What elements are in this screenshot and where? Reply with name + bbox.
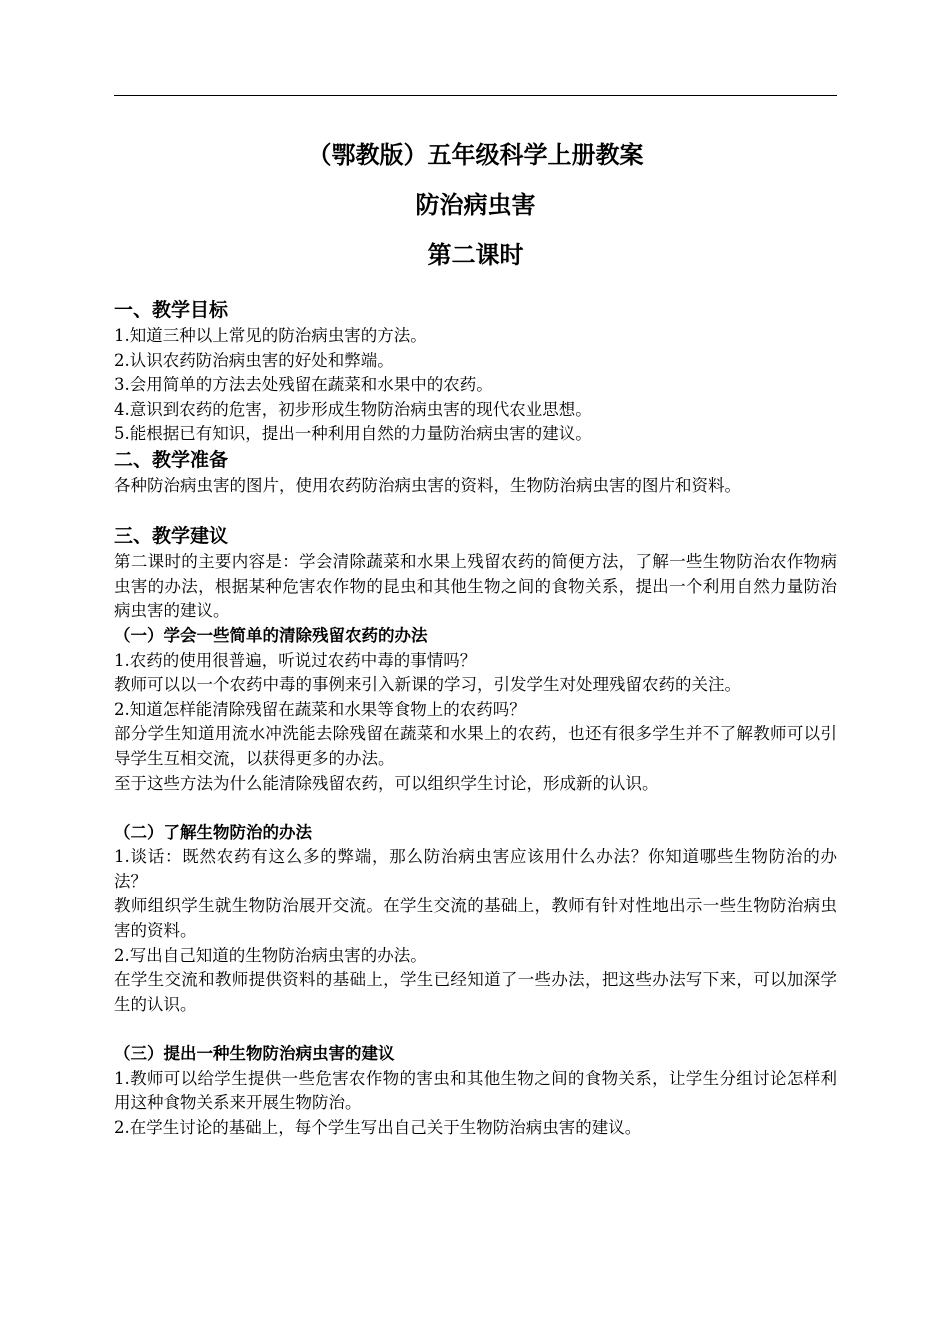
part1-line: 2.知道怎样能清除残留在蔬菜和水果等食物上的农药吗？	[114, 699, 526, 719]
lesson-title: 第二课时	[427, 241, 524, 269]
prep-heading: 二、教学准备	[114, 448, 229, 471]
part2-heading: （二）了解生物防治的办法	[114, 822, 312, 842]
part2-line: 2.写出自己知道的生物防治病虫害的办法。	[114, 945, 427, 965]
part1-line: 教师可以以一个农药中毒的事例来引入新课的学习，引发学生对处理残留农药的关注。	[114, 675, 741, 695]
title-block	[114, 130, 837, 280]
advice-intro: 第二课时的主要内容是：学会清除蔬菜和水果上残留农药的简便方法，了解一些生物防治农作物病虫害的办法，根据某种危害农作物的昆虫和其他生物之间的食物关系，提出一个利用自然力量防治病虫害的建议。	[114, 552, 837, 621]
goal-item: 5.能根据已有知识，提出一种利用自然的力量防治病虫害的建议。	[114, 424, 592, 444]
part1-line: 1.农药的使用很普遍，听说过农药中毒的事情吗？	[114, 650, 477, 670]
prep-text: 各种防治病虫害的图片，使用农药防治病虫害的资料，生物防治病虫害的图片和资料。	[114, 475, 741, 495]
part1-heading: （一）学会一些简单的清除残留农药的办法	[114, 625, 428, 645]
part2-line: 1.谈话：既然农药有这么多的弊端，那么防治病虫害应该用什么办法？你知道哪些生物防治的办法？	[114, 847, 837, 891]
goal-item: 2.认识农药防治病虫害的好处和弊端。	[114, 350, 394, 370]
part1-line: 至于这些方法为什么能清除残留农药，可以组织学生讨论，形成新的认识。	[114, 773, 659, 793]
document-title: （鄂教版）五年级科学上册教案	[307, 141, 644, 169]
part1-line: 部分学生知道用流水冲洗能去除残留在蔬菜和水果上的农药，也还有很多学生并不了解教师可以引导学生互相交流，以获得更多的办法。	[114, 724, 837, 768]
part3-line: 1.教师可以给学生提供一些危害农作物的害虫和其他生物之间的食物关系，让学生分组讨论怎样利用这种食物关系来开展生物防治。	[114, 1068, 837, 1113]
spacer	[114, 499, 837, 524]
part3-line: 2.在学生讨论的基础上，每个学生写出自己关于生物防治病虫害的建议。	[114, 1117, 642, 1137]
header-rule	[114, 95, 837, 96]
spacer	[114, 1017, 837, 1042]
part2-line: 在学生交流和教师提供资料的基础上，学生已经知道了一些办法，把这些办法写下来，可以加深学生的认识。	[114, 970, 837, 1014]
part2-line: 教师组织学生就生物防治展开交流。在学生交流的基础上，教师有针对性地出示一些生物防治病虫害的资料。	[114, 896, 837, 941]
goal-item: 4.意识到农药的危害，初步形成生物防治病虫害的现代农业思想。	[114, 399, 592, 419]
goal-item: 1.知道三种以上常见的防治病虫害的方法。	[114, 326, 427, 345]
advice-heading: 三、教学建议	[114, 525, 229, 548]
document-body	[114, 297, 837, 1140]
document-subtitle: 防治病虫害	[415, 191, 536, 219]
goal-item: 3.会用简单的方法去处残留在蔬菜和水果中的农药。	[114, 375, 493, 395]
spacer	[114, 796, 837, 821]
goals-heading: 一、教学目标	[114, 299, 229, 321]
part3-heading: （三）提出一种生物防治病虫害的建议	[114, 1044, 395, 1064]
